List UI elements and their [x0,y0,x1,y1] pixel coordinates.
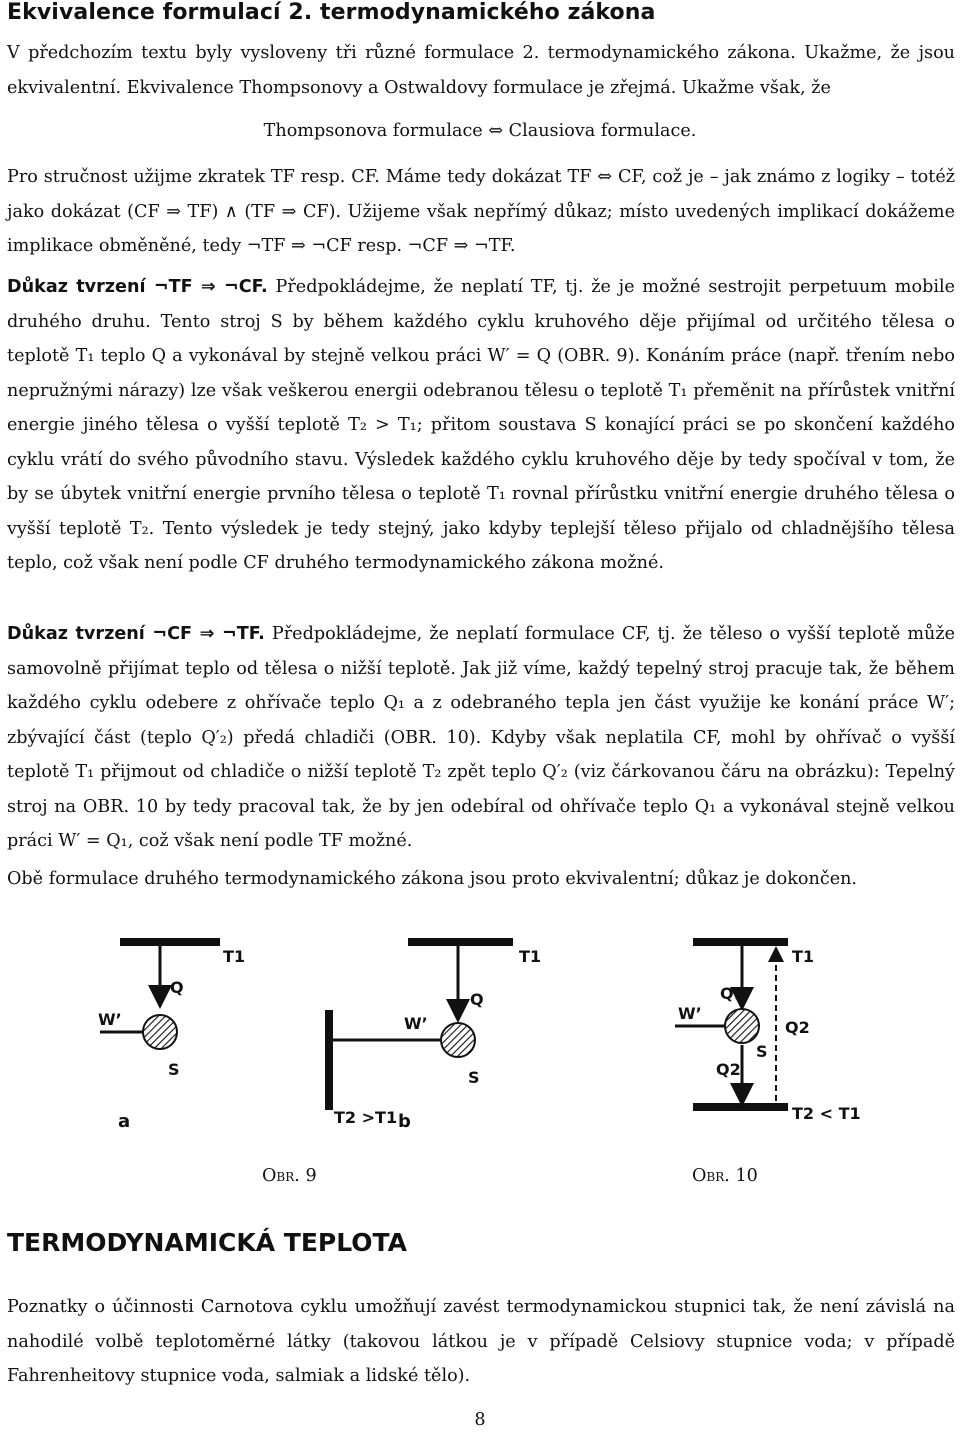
caption-figure-10: Obr. 10 [692,1166,758,1186]
intro-paragraph: V předchozím textu byly vysloveny tři různé formulace 2. termodynamického zákona. Ukažme, že jsou ekvivalentní. Ekvivalence Thompsonovy a Ostwaldovy formulace je zřejmá. Ukažme však, že [7,43,955,98]
label-w-c: W’ [678,1004,702,1023]
abbreviation-paragraph: Pro stručnost užijme zkratek TF resp. CF. Máme tedy dokázat TF ⇔ CF, což je – jak známo z logiky – totéž jako dokázat (CF ⇒ TF) ∧ (TF ⇒ CF). Užijeme však nepřímý důkaz; místo uvedených implikací dokážeme implikace obměněné, tedy ¬TF ⇒ ¬CF resp. ¬CF ⇒ ¬TF. [7,167,955,256]
caption-figure-9: Obr. 9 [262,1166,317,1186]
label-s-c: S [756,1042,768,1061]
label-t1-a: T1 [223,947,246,966]
machine-s-c [725,1009,759,1043]
conclusion-paragraph: Obě formulace druhého termodynamického zákona jsou proto ekvivalentní; důkaz je dokončen. [7,869,858,889]
proof-2-heading: Důkaz tvrzení ¬CF ⇒ ¬TF. [7,624,265,644]
proof-1-text: Předpokládejme, že neplatí TF, tj. že je možné sestrojit perpetuum mobile druhého druhu. Tento stroj S by během každého cyklu kruhového děje přijímal od určitého tělesa o teplotě T₁ teplo Q a vykonával by stejně velkou práci W′ = Q (OBR. 9). Konáním práce (např. třením nebo nepružnými nárazy) lze však veškerou energii odebranou tělesu o teplotě T₁ přeměnit na přírůstek vnitřní energie jiného tělesa o vyšší teplotě T₂ > T₁; přitom soustava S konající práci se po skončení každého cyklu vrátí do svého původního stavu. Výsledek každého cyklu kruhového děje by tedy spočíval v tom, že by se úbytek vnitřní energie prvního tělesa o teplotě T₁ rovnal přírůstku vnitřní energie druhého tělesa o vyšší teplotě T₂. Tento výsledek je tedy stejný, jako kdyby teplejší těleso přijalo od chladnějšího tělesa teplo, což však není podle CF druhého termodynamického zákona možné. [7,277,956,573]
figure-c [675,938,861,1123]
label-q-b: Q [470,990,484,1009]
label-t2-b: T2 >T1 [334,1108,398,1127]
label-q2-bottom-c: Q2 [716,1060,741,1079]
label-w-b: W’ [404,1014,428,1033]
proof-1-paragraph [7,270,955,581]
reservoir-t1-b [408,938,513,946]
reservoir-t2-c [693,1103,788,1111]
label-t2-c: T2 < T1 [792,1104,861,1123]
label-q1-c: Q1 [720,984,745,1003]
label-s-b: S [468,1068,480,1087]
label-q-a: Q [170,978,184,997]
proof-2-paragraph [7,617,955,859]
figures-diagram [0,905,960,1145]
reservoir-t1-c [693,938,788,946]
label-w-a: W’ [98,1010,122,1029]
label-s-a: S [168,1060,180,1079]
proof-1-heading: Důkaz tvrzení ¬TF ⇒ ¬CF. [7,277,268,297]
label-t1-c: T1 [792,947,815,966]
label-q2-top-c: Q2 [785,1018,810,1037]
page-title: Ekvivalence formulací 2. termodynamického zákona [7,0,656,25]
figure-b [325,938,541,1132]
label-letter-a: a [118,1111,131,1132]
wall-t2-b [325,1010,333,1110]
label-letter-b: b [398,1111,411,1132]
section-paragraph: Poznatky o účinnosti Carnotova cyklu umožňují zavést termodynamickou stupnici tak, že není závislá na nahodilé volbě teplotoměrné látky (takovou látkou je v případě Celsiovy stupnice voda; v případě Fahrenheitovy stupnice voda, salmiak a lidské tělo). [7,1297,955,1386]
figure-a [98,938,245,1132]
label-t1-b: T1 [519,947,542,966]
page-number: 8 [474,1410,486,1430]
equivalence-statement: Thompsonova formulace ⇔ Clausiova formulace. [263,121,697,141]
reservoir-t1-a [120,938,220,946]
section-heading: TERMODYNAMICKÁ TEPLOTA [7,1228,407,1257]
proof-2-text: Předpokládejme, že neplatí formulace CF, tj. že těleso o vyšší teplotě může samovolně přijímat teplo od tělesa o nižší teplotě. Jak již víme, každý tepelný stroj pracuje tak, že během každého cyklu odebere z ohřívače teplo Q₁ a z odebraného tepla jen část využije ke konání práce W′; zbývající část (teplo Q′₂) předá chladiči (OBR. 10). Kdyby však neplatila CF, mohl by ohřívač o vyšší teplotě T₁ přijmout od chladiče o nižší teplotě T₂ zpět teplo Q′₂ (viz čárkovanou čáru na obrázku): Tepelný stroj na OBR. 10 by tedy pracoval tak, že by jen odebíral od ohřívače teplo Q₁ a vykonával stejně velkou práci W′ = Q₁, což však není podle TF možné. [7,624,956,851]
machine-s-a [143,1015,177,1049]
machine-s-b [441,1023,475,1057]
